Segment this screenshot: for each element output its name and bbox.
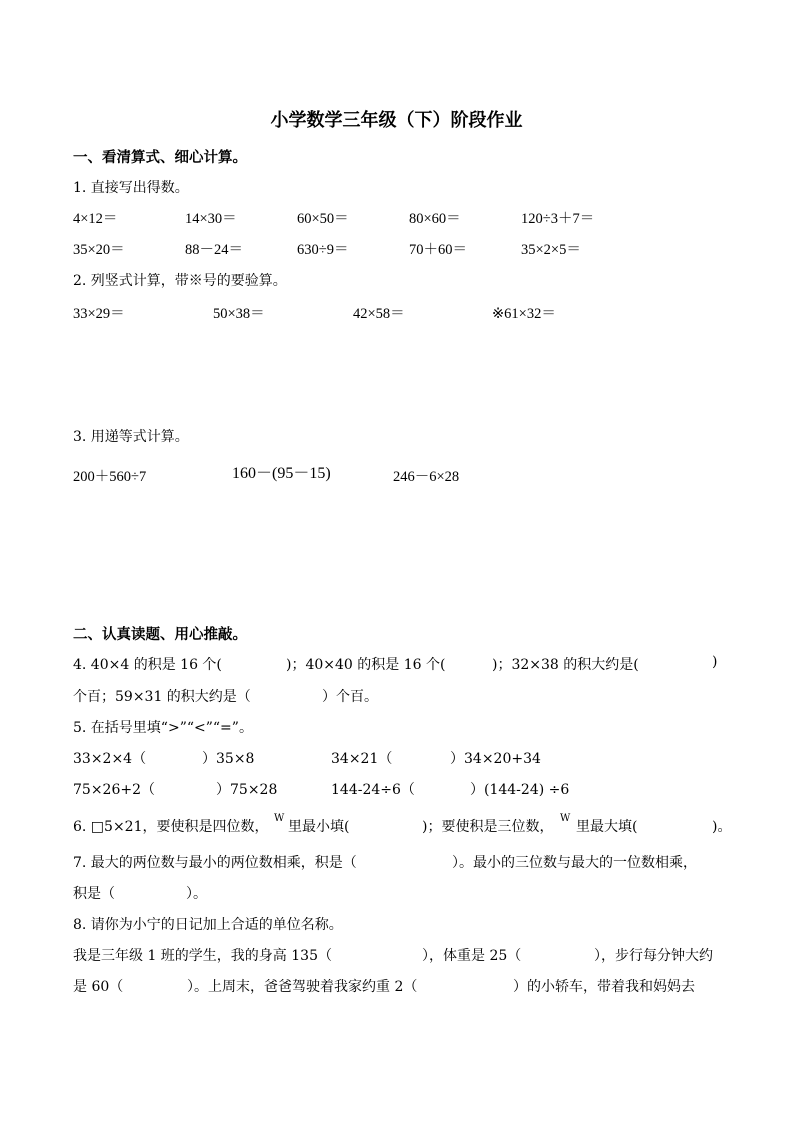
- w-mark-icon: W: [560, 813, 571, 824]
- q3-item: 160－(95－15): [232, 465, 331, 482]
- section2-heading: 二、认真读题、用心推敲。: [73, 626, 247, 643]
- q8-label: 8. 请你为小宁的日记加上合适的单位名称。: [73, 917, 343, 933]
- q1-item: 70＋60＝: [409, 242, 467, 258]
- page-title: 小学数学三年级（下）阶段作业: [270, 110, 523, 131]
- q2-label: 2. 列竖式计算，带※号的要验算。: [73, 273, 287, 289]
- q1-item: 630÷9＝: [297, 242, 349, 258]
- q8-part: ），体重是 25（: [422, 948, 522, 964]
- q1-item: 88－24＝: [185, 242, 243, 258]
- q5-part: 33×2×4（: [73, 751, 147, 767]
- q8-part: ）的小轿车，带着我和妈妈去: [513, 979, 695, 995]
- q6-part: 里最大填(: [576, 819, 638, 835]
- q1-label: 1. 直接写出得数。: [73, 180, 189, 196]
- q8-part: ），步行每分钟大约: [594, 948, 713, 964]
- w-mark-icon: W: [274, 813, 285, 824]
- q5-part: 144-24÷6（: [331, 782, 415, 798]
- q7-part: ）。最小的三位数与最大的一位数相乘，: [452, 855, 697, 871]
- q1-item: 4×12＝: [73, 211, 118, 227]
- q2-item: 50×38＝: [213, 306, 265, 322]
- q1-item: 35×2×5＝: [521, 242, 581, 258]
- q4-part: )；32×38 的积大约是(: [492, 657, 639, 673]
- q1-item: 14×30＝: [185, 211, 237, 227]
- q8-part: 是 60（: [73, 979, 124, 995]
- q7-part: 7. 最大的两位数与最小的两位数相乘，积是（: [73, 855, 357, 871]
- q3-item: 200＋560÷7: [73, 469, 147, 485]
- q1-item: 35×20＝: [73, 242, 125, 258]
- q6-part: 6. □5×21，要使积是四位数，: [73, 819, 269, 835]
- q2-item: 42×58＝: [353, 306, 405, 322]
- q5-label: 5. 在括号里填“>”“<”“=”。: [73, 720, 253, 736]
- q5-part: 34×21（: [331, 751, 393, 767]
- q2-item: 33×29＝: [73, 306, 125, 322]
- q6-part: 里最小填(: [288, 819, 350, 835]
- q4-part: 个百；59×31 的积大约是（: [73, 689, 251, 705]
- q5-part: 75×26+2（: [73, 782, 155, 798]
- q8-part: ）。上周末，爸爸驾驶着我家约重 2（: [187, 979, 418, 995]
- q4-part: ): [712, 654, 718, 670]
- q3-label: 3. 用递等式计算。: [73, 429, 189, 445]
- q6-part: )。: [712, 819, 732, 835]
- q5-part: ）34×20+34: [450, 751, 541, 767]
- q3-item: 246－6×28: [393, 469, 460, 485]
- q5-part: ）75×28: [216, 782, 278, 798]
- q4-part: ）个百。: [322, 689, 378, 705]
- q4-part: )；40×40 的积是 16 个(: [286, 657, 446, 673]
- q6-part: )；要使积是三位数，: [422, 819, 554, 835]
- q2-item: ※61×32＝: [492, 306, 556, 322]
- q5-part: ）35×8: [202, 751, 255, 767]
- q7-part: 积是（: [73, 886, 115, 902]
- q8-part: 我是三年级 1 班的学生，我的身高 135（: [73, 948, 332, 964]
- q1-item: 120÷3＋7＝: [521, 211, 595, 227]
- q1-item: 60×50＝: [297, 211, 349, 227]
- q1-item: 80×60＝: [409, 211, 461, 227]
- q5-part: ）(144-24) ÷6: [470, 782, 570, 798]
- q7-part: ）。: [186, 886, 207, 902]
- q4-part: 4. 40×4 的积是 16 个(: [73, 657, 222, 673]
- section1-heading: 一、看清算式、细心计算。: [73, 149, 247, 166]
